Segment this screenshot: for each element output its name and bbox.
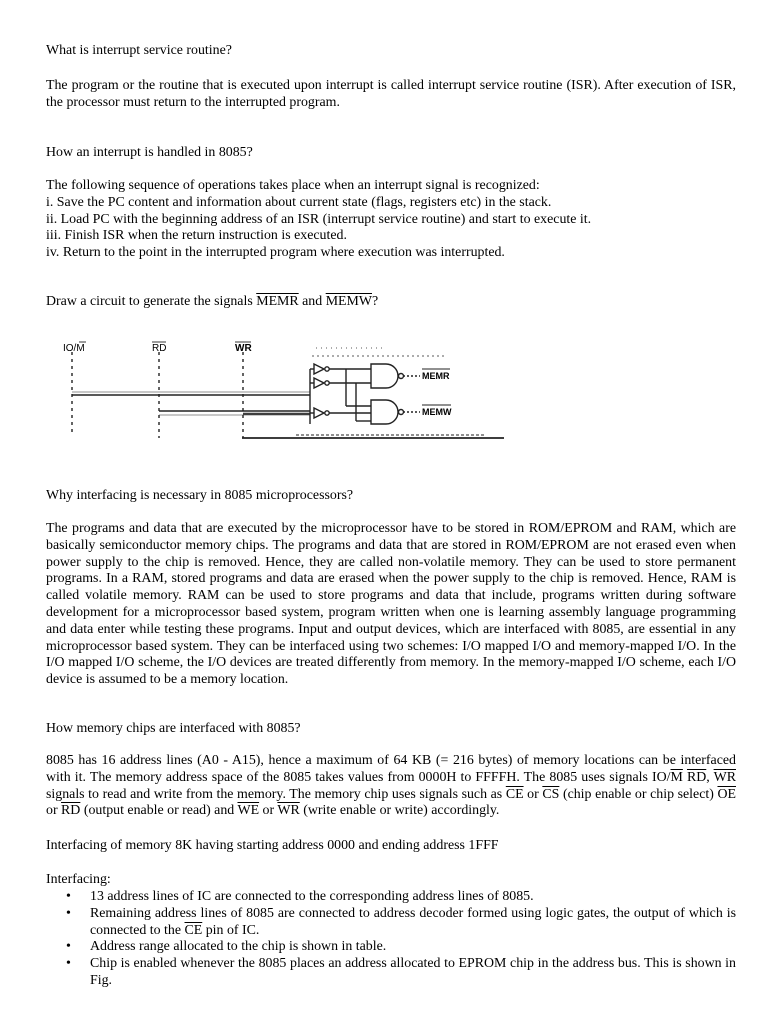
list-item: • Address range allocated to the chip is shown in table. <box>46 939 736 956</box>
label-memr: MEMR <box>422 371 450 381</box>
answer-memory-chips: 8085 has 16 address lines (A0 - A15), hence a maximum of 64 KB (= 216 bytes) of memory locations can be interfaced with it. The memory address space of the 8085 takes values from 0000H to FFFFH. The 8085 uses signals $IO/\overline{M}$ $\overline{RD}$, $\overline{WR}$ signals to read and write from the memory. The memory chip uses signals such as $\overline{CE}$ or $\overline{CS}$ (chip enable or chip select) $\overline{OE}$ or $\overline{RD}$ (output enable or read) and $\overline{WE}$ or $\overline{WR}$ (write enable or write) accordingly. <box>46 753 736 819</box>
interrupt-steps-intro: The following sequence of operations takes place when an interrupt signal is recognized: <box>46 178 540 193</box>
interfacing-heading: Interfacing: <box>46 872 111 887</box>
answer-interfacing: The programs and data that are executed by the microprocessor have to be stored in ROM/EPROM and RAM, which are basically semiconductor memory chips. The programs and data that are stored in ROM/EPROM are not erased even when power supply to the chip is removed. Hence, they are called non-volatile memory. They can be used to store permanent programs. In a RAM, stored programs and data are erased when the power supply to the chip is removed. Hence, RAM is called volatile memory. RAM can be used to store programs and data that include, programs written during software development for a microprocessor based system, program written when one is learning assembly language programming and data enter while testing these programs. Input and output devices, which are interfaced with 8085, are essential in any microprocessor based system. They can be interfaced using two schemes: I/O mapped I/O and memory-mapped I/O. In the I/O mapped I/O scheme, the I/O devices are treated differently from memory. In the memory-mapped I/O scheme, each I/O device is assumed to be a memory location. <box>46 521 736 688</box>
question-memory-chips: How memory chips are interfaced with 8085? <box>46 721 301 736</box>
memw-signal: MEMW <box>325 294 372 309</box>
interrupt-steps <box>46 178 736 262</box>
label-iom: IO/M <box>63 343 85 354</box>
question-interrupt-handling: How an interrupt is handled in 8085? <box>46 145 253 160</box>
step-item: iii. Finish ISR when the return instruction is executed. <box>46 228 347 244</box>
step-item: ii. Load PC with the beginning address of an ISR (interrupt service routine) and start to execute it. <box>46 211 592 227</box>
question-interfacing: Why interfacing is necessary in 8085 microprocessors? <box>46 488 354 503</box>
step-item: i. Save the PC content and information about current state (flags, registers etc) in the stack. <box>46 194 552 210</box>
interfacing-list <box>46 889 736 990</box>
memr-memw-circuit-diagram <box>46 326 516 444</box>
question-isr: What is interrupt service routine? <box>46 43 232 58</box>
memw-gate <box>371 400 398 424</box>
label-rd: RD <box>152 343 167 354</box>
label-wr: WR <box>235 343 252 354</box>
list-item: • 13 address lines of IC are connected to the corresponding address lines of 8085. <box>46 889 736 906</box>
list-item: • Remaining address lines of 8085 are connected to address decoder formed using logic gates, the output of which is connected to the $\overline{CE}$ pin of IC. <box>46 906 736 940</box>
memr-gate <box>371 364 398 388</box>
question-circuit: Draw a circuit to generate the signals MEMR and MEMW? <box>46 294 379 309</box>
list-item: • Chip is enabled whenever the 8085 places an address allocated to EPROM chip in the address bus. This is shown in Fig. <box>46 956 736 990</box>
memr-signal: MEMR <box>256 294 299 309</box>
label-memw: MEMW <box>422 407 452 417</box>
memory-8k-heading: Interfacing of memory 8K having starting address 0000 and ending address 1FFF <box>46 838 499 853</box>
answer-isr: The program or the routine that is executed upon interrupt is called interrupt service routine (ISR). After execution of ISR, the processor must return to the interrupted program. <box>46 78 736 110</box>
step-item: iv. Return to the point in the interrupted program where execution was interrupted. <box>46 245 505 261</box>
